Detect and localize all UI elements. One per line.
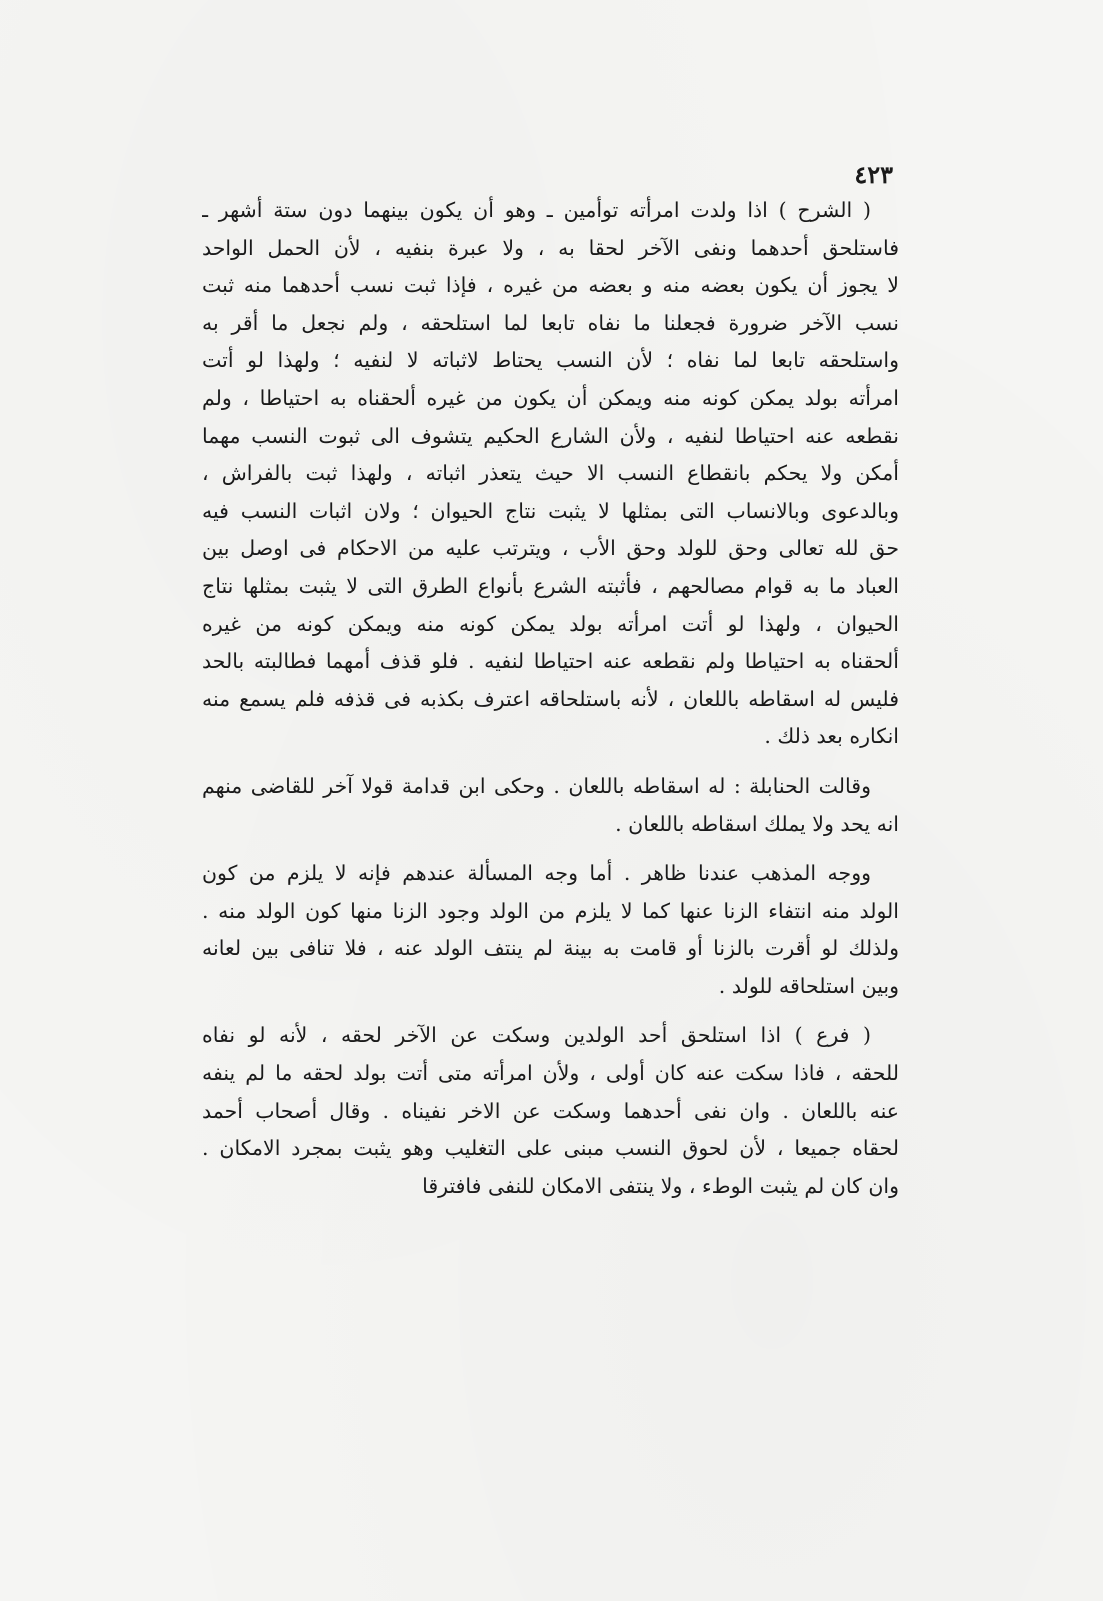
text-line: نقطعه عنه احتياطا لنفيه ، ولأن الشارع الحكيم يتشوف الى ثبوت النسب مهما [202, 423, 899, 448]
text-line: الولد منه انتفاء الزنا عنها كما لا يلزم من الولد وجود الزنا منها كون الولد منه . [202, 898, 899, 923]
text-line: فليس له اسقاطه باللعان ، لأنه باستلحاقه اعترف بكذبه فى قذفه فلم يسمع منه [202, 686, 899, 711]
paragraph-commentary [202, 192, 899, 756]
text-line: ولذلك لو أقرت بالزنا أو قامت به بينة لم ينتف الولد عنه ، فلا تنافى بين لعانه [202, 936, 899, 961]
text-line: لحقاه جميعا ، لأن لحوق النسب مبنى على التغليب وهو يثبت بمجرد الامكان . [202, 1136, 899, 1161]
text-line: لا يجوز أن يكون بعضه منه و بعضه من غيره ، فإذا ثبت نسب أحدهما منه ثبت [202, 273, 899, 298]
text-line: للحقه ، فاذا سكت عنه كان أولى ، ولأن امرأته متى أتت بولد لحقه ما لم ينفه [202, 1061, 899, 1086]
text-line: فاستلحق أحدهما ونفى الآخر لحقا به ، ولا عبرة بنفيه ، لأن الحمل الواحد [202, 235, 899, 260]
text-line: نسب الآخر ضرورة فجعلنا ما نفاه تابعا لما استلحقه ، ولم نجعل ما أقر به [202, 310, 899, 335]
paragraph-hanbali [202, 768, 899, 843]
text-line: العباد ما به قوام مصالحهم ، فأثبته الشرع بأنواع الطرق التى لا يثبت بمثلها نتاج [202, 573, 899, 598]
paragraph-branch [202, 1017, 899, 1205]
text-line: انه يحد ولا يملك اسقاطه باللعان . [615, 811, 899, 836]
text-line: ألحقناه به احتياطا ولم نقطعه عنه احتياطا لنفيه . فلو قذف أمهما فطالبته بالحد [202, 649, 899, 674]
text-line: وان كان لم يثبت الوطء ، ولا ينتفى الامكان للنفى فافترقا [422, 1173, 899, 1198]
paragraph-reasoning [202, 855, 899, 1005]
text-line: وقالت الحنابلة : له اسقاطه باللعان . وحكى ابن قدامة قولا آخر للقاضى منهم [202, 773, 871, 798]
text-line: ووجه المذهب عندنا ظاهر . أما وجه المسألة عندهم فإنه لا يلزم من كون [202, 861, 871, 886]
text-line: حق لله تعالى وحق للولد وحق الأب ، ويترتب عليه من الاحكام فى اوصل بين [202, 536, 899, 561]
text-line: الحيوان ، ولهذا لو أتت امرأته بولد يمكن كونه منه ويمكن كونه من غيره [202, 611, 899, 636]
text-line: امرأته بولد يمكن كونه منه ويمكن أن يكون من غيره ألحقناه به احتياطا ، ولم [202, 385, 899, 410]
text-line: واستلحقه تابعا لما نفاه ؛ لأن النسب يحتاط لاثباته لا لنفيه ؛ ولهذا لو أتت [202, 348, 899, 373]
text-line: انكاره بعد ذلك . [764, 724, 899, 749]
body-text [202, 192, 899, 1205]
text-line: وبين استلحاقه للولد . [718, 973, 899, 998]
text-line: ( فرع ) اذا استلحق أحد الولدين وسكت عن الآخر لحقه ، لأنه لو نفاه [202, 1023, 871, 1048]
page-number: ٤٢٣ [854, 160, 893, 189]
text-line: عنه باللعان . وان نفى أحدهما وسكت عن الاخر نفيناه . وقال أصحاب أحمد [202, 1098, 899, 1123]
text-line: وبالدعوى وبالانساب التى بمثلها لا يثبت نتاج الحيوان ؛ ولان اثبات النسب فيه [202, 498, 899, 523]
text-line: ( الشرح ) اذا ولدت امرأته توأمين ـ وهو أن يكون بينهما دون ستة أشهر ـ [202, 198, 871, 222]
text-line: أمكن ولا يحكم بانقطاع النسب الا حيث يتعذر اثباته ، ولهذا ثبت بالفراش ، [202, 461, 899, 486]
